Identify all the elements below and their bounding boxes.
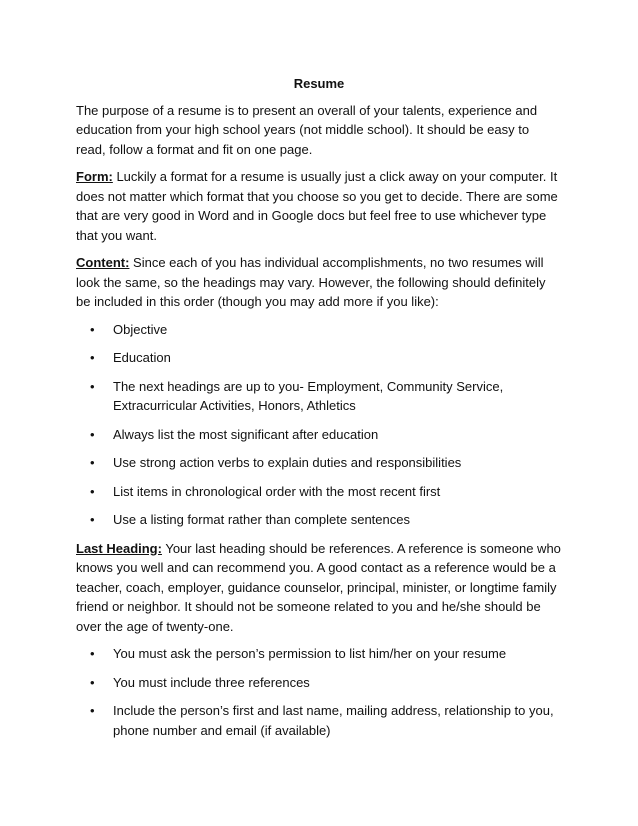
document-title: Resume <box>293 76 345 91</box>
list-item <box>76 453 562 473</box>
list-item <box>76 320 562 340</box>
document-page <box>76 74 562 749</box>
bullet-icon: • <box>90 674 95 690</box>
intro-paragraph: The purpose of a resume is to present an overall of your talents, experience and education from your high school years (not middle school). It should be easy to read, follow a format and fit on one page. <box>76 102 538 157</box>
list-item-text: Use strong action verbs to explain duties and responsibilities <box>113 455 462 470</box>
bullet-icon: • <box>90 426 95 442</box>
bullet-icon: • <box>90 455 95 470</box>
last-heading-paragraph <box>76 539 562 637</box>
list-item-text: Use a listing format rather than complete sentences <box>113 512 410 527</box>
bullet-icon: • <box>90 378 95 394</box>
bullet-icon: • <box>90 321 95 337</box>
list-item-text: Always list the most significant after education <box>113 426 379 442</box>
list-item <box>76 701 562 740</box>
bullet-icon: • <box>90 703 95 718</box>
list-item <box>76 348 562 368</box>
list-item <box>76 482 562 502</box>
last-heading-label: Last Heading: <box>76 540 162 556</box>
content-heading: Content: <box>76 255 130 270</box>
list-item <box>76 425 562 445</box>
bullet-icon: • <box>90 646 95 661</box>
list-item <box>76 673 562 693</box>
list-item-text: Education <box>113 350 171 365</box>
list-item-text: You must include three references <box>113 674 310 690</box>
list-item-text: The next headings are up to you- Employment, Community Service, Extracurricular Activities, Honors, Athletics <box>113 378 504 413</box>
form-heading: Form: <box>76 169 113 184</box>
bullet-icon: • <box>90 512 95 527</box>
content-text: Since each of you has individual accomplishments, no two resumes will look the same, so the headings may vary. However, the following should definitely be included in this order (though you may add more if you like): <box>76 255 546 309</box>
list-item <box>76 510 562 530</box>
bullet-icon: • <box>90 350 95 365</box>
form-text: Luckily a format for a resume is usually just a click away on your computer. It does not matter which format that you choose so you get to decide. There are some that are very good in Word and in Google docs but feel free to use whichever type that you want. <box>76 169 558 243</box>
list-item-text: You must ask the person’s permission to list him/her on your resume <box>113 646 507 661</box>
list-item <box>76 644 562 664</box>
list-item-text: List items in chronological order with the most recent first <box>113 483 441 499</box>
last-heading-text: Your last heading should be references. A reference is someone who knows you well and can recommend you. A good contact as a reference would be a teacher, coach, employer, guidance counselor, principal, minister, or longtime family friend or neighbor. It should not be someone related to you and he/she should be over the age of twenty-one. <box>76 540 561 634</box>
list-item <box>76 377 562 416</box>
references-bullet-list <box>76 644 562 740</box>
list-item-text: Include the person’s first and last name, mailing address, relationship to you, phone number and email (if available) <box>113 703 554 738</box>
content-paragraph <box>76 253 562 312</box>
content-bullet-list <box>76 320 562 530</box>
form-paragraph <box>76 167 562 245</box>
bullet-icon: • <box>90 483 95 499</box>
list-item-text: Objective <box>113 321 168 337</box>
